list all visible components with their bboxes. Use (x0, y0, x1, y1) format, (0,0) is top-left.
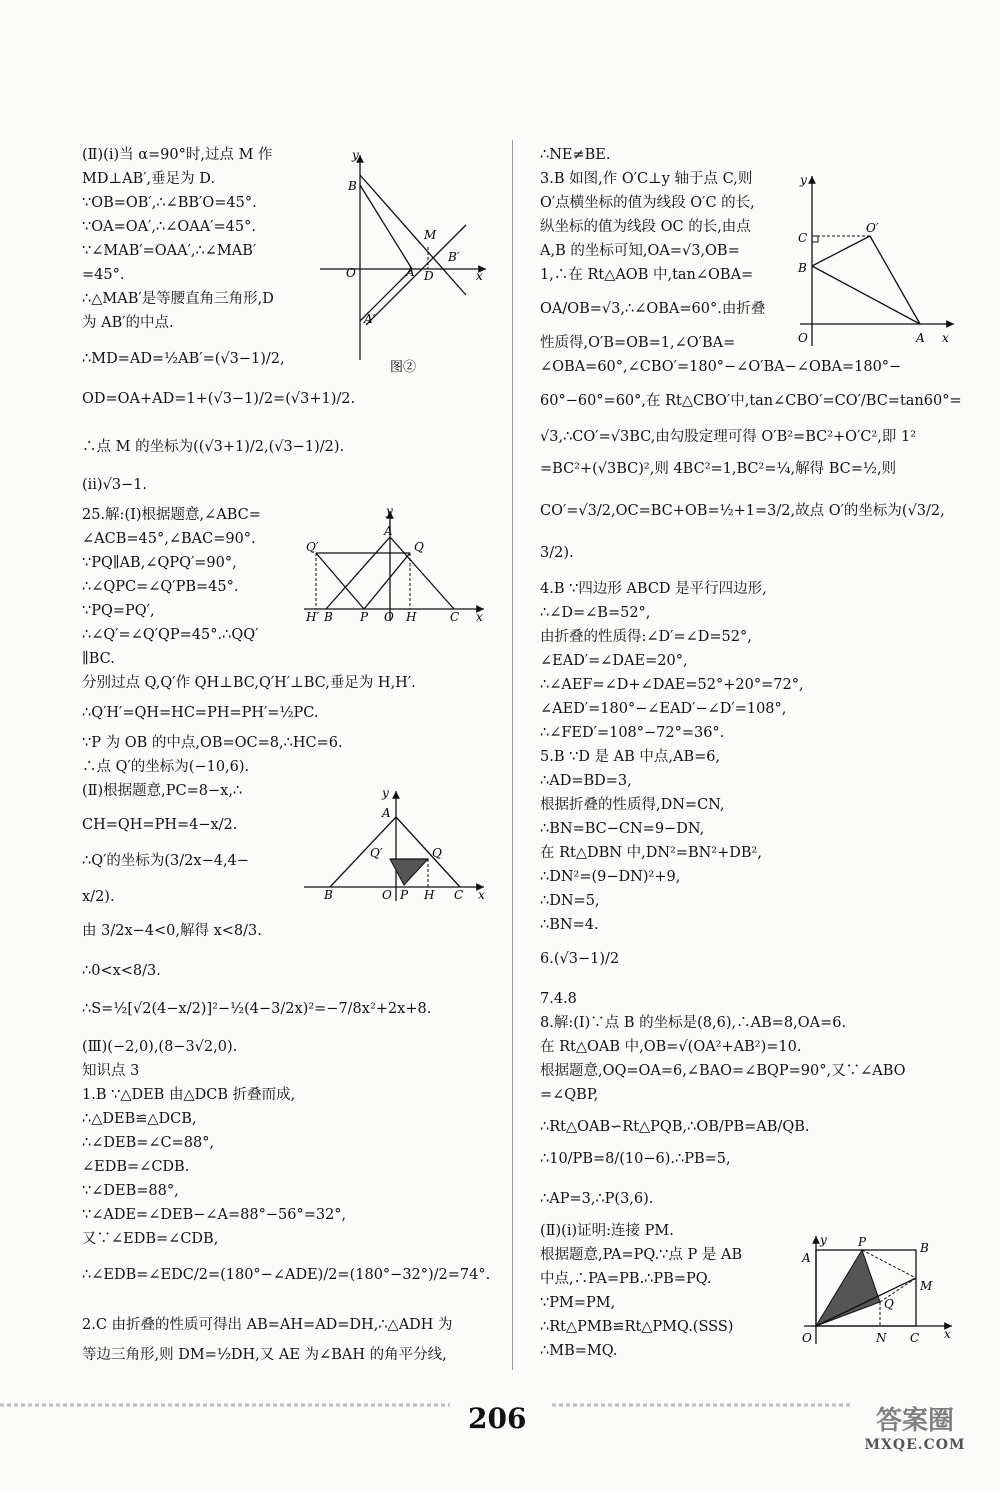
text-line: 由 3/2x−4<0,解得 x<8/3. (82, 923, 262, 939)
text-line: x/2). (82, 889, 115, 905)
text-line: ∵PQ∥AB,∠QPQ′=90°, (82, 555, 237, 571)
figure-translation-1 (300, 505, 490, 625)
text-line: ∵PM=PM, (540, 1295, 616, 1311)
text-line: CO′=√3/2,OC=BC+OB=½+1=3/2,故点 O′的坐标为(√3/2, (540, 503, 945, 519)
text-line: ∴∠FED′=108°−72°=36°. (540, 725, 725, 741)
text-line: ∠ACB=45°,∠BAC=90°. (82, 531, 256, 547)
fig5-label: Q (884, 1297, 894, 1311)
fig3-label: C (454, 888, 464, 902)
fig5-label: O (802, 1331, 812, 1345)
text-line: ∴10/PB=8/(10−6).∴PB=5, (540, 1151, 731, 1167)
text-line: 根据折叠的性质得,DN=CN, (540, 797, 725, 813)
text-line: ∴0<x<8/3. (82, 963, 161, 979)
fig5-label: B (920, 1241, 929, 1255)
text-line: ∴点 Q′的坐标为(−10,6). (82, 759, 250, 775)
text-line: 在 Rt△OAB 中,OB=√(OA²+AB²)=10. (540, 1039, 802, 1055)
text-line: ∴NE≠BE. (540, 147, 611, 163)
text-line: 由折叠的性质得:∠D′=∠D=52°, (540, 629, 752, 645)
text-line: 4.B ∵四边形 ABCD 是平行四边形, (540, 581, 767, 597)
fig2-label: H′ (306, 610, 320, 624)
text-line: ∵∠ADE=∠DEB−∠A=88°−56°=32°, (82, 1207, 347, 1223)
fig1-label: A (406, 265, 415, 279)
fig2-label: y (386, 505, 393, 518)
text-line: ∴∠AEF=∠D+∠DAE=52°+20°=72°, (540, 677, 804, 693)
fig2-label: Q′ (306, 540, 319, 554)
watermark (850, 1400, 980, 1453)
text-line: ∵OA=OA′,∴∠OAA′=45°. (82, 219, 256, 235)
fig4-label: C (798, 231, 808, 245)
fig5-label: A (802, 1251, 811, 1265)
text-line: 分别过点 Q,Q′作 QH⊥BC,Q′H′⊥BC,垂足为 H,H′. (82, 675, 416, 691)
text-line: ∴∠D=∠B=52°, (540, 605, 651, 621)
text-line: OA/OB=√3,∴∠OBA=60°.由折叠 (540, 301, 766, 317)
text-line: 在 Rt△DBN 中,DN²=BN²+DB², (540, 845, 762, 861)
fig2-label: P (360, 610, 369, 624)
watermark-logo-text: 答案圈 (875, 1406, 954, 1436)
fig3-label: Q (432, 846, 442, 860)
text-line: ∴∠Q′=∠Q′QP=45°.∴QQ′ (82, 627, 259, 643)
text-line: 性质得,O′B=OB=1,∠O′BA= (540, 335, 736, 351)
fig1-label: A′ (364, 312, 376, 326)
text-line: (ⅱ)√3−1. (82, 477, 148, 493)
text-line: ∴△MAB′是等腰直角三角形,D (82, 291, 274, 307)
text-line: (Ⅱ)(ⅰ)证明:连接 PM. (540, 1223, 674, 1239)
text-line: ∴AP=3,∴P(3,6). (540, 1191, 654, 1207)
text-line: ∠AED′=180°−∠EAD′−∠D′=108°, (540, 701, 787, 717)
text-line: ∴BN=BC−CN=9−DN, (540, 821, 705, 837)
text-line: ∴点 M 的坐标为((√3+1)/2,(√3−1)/2). (82, 439, 345, 455)
fig2-label: A (384, 524, 393, 538)
fig1-label: O (346, 266, 356, 280)
fig4-label: B (798, 261, 807, 275)
text-line: OD=OA+AD=1+(√3−1)/2=(√3+1)/2. (82, 391, 356, 407)
text-line: 又∵∠EDB=∠CDB, (82, 1231, 219, 1247)
text-line: ∴AD=BD=3, (540, 773, 632, 789)
text-line: 2.C 由折叠的性质可得出 AB=AH=AD=DH,∴△ADH 为 (82, 1317, 453, 1333)
text-line: =BC²+(√3BC)²,则 4BC²=1,BC²=¼,解得 BC=½,则 (540, 461, 897, 477)
fig5-label: M (920, 1279, 933, 1293)
text-line: (Ⅱ)(ⅰ)当 α=90°时,过点 M 作 (82, 147, 273, 163)
figure-rectangle-fold (798, 1230, 958, 1350)
fig4-label: y (800, 173, 807, 187)
fig1-label: M (424, 228, 437, 242)
text-line: ∵∠DEB=88°, (82, 1183, 179, 1199)
text-line: 1,∴在 Rt△AOB 中,tan∠OBA= (540, 267, 754, 283)
fig2-label: C (450, 610, 460, 624)
fig5-label: C (910, 1331, 920, 1345)
text-line: ∵P 为 OB 的中点,OB=OC=8,∴HC=6. (82, 735, 343, 751)
text-line: ∴∠DEB=∠C=88°, (82, 1135, 215, 1151)
text-line: ∴Rt△PMB≌Rt△PMQ.(SSS) (540, 1319, 734, 1335)
text-line: 5.B ∵D 是 AB 中点,AB=6, (540, 749, 721, 765)
text-line: A,B 的坐标可知,OA=√3,OB= (540, 243, 740, 259)
fig2-label: x (476, 610, 483, 624)
text-line: ∵PQ=PQ′, (82, 603, 155, 619)
text-line: 根据题意,PA=PQ.∵点 P 是 AB (540, 1247, 743, 1263)
fig5-label: N (876, 1331, 887, 1345)
fig5-label: P (858, 1235, 867, 1249)
fig1-caption: 图② (390, 360, 417, 375)
fig1-label: B′ (448, 250, 460, 264)
text-line: (Ⅲ)(−2,0),(8−3√2,0). (82, 1039, 238, 1055)
text-line: ∴MD=AD=½AB′=(√3−1)/2, (82, 351, 285, 367)
text-line: 60°−60°=60°,在 Rt△CBO′中,tan∠CBO′=CO′/BC=tan60°= (540, 393, 962, 409)
text-line: ∴BN=4. (540, 917, 599, 933)
text-line: √3,∴CO′=√3BC,由勾股定理可得 O′B²=BC²+O′C²,即 1² (540, 429, 917, 445)
fig1-label: B (348, 179, 357, 193)
text-line: 1.B ∵△DEB 由△DCB 折叠而成, (82, 1087, 296, 1103)
text-line: ∵OB=OB′,∴∠BB′O=45°. (82, 195, 257, 211)
fig4-label: A (916, 331, 925, 345)
text-line: ∴Q′H′=QH=HC=PH=PH′=½PC. (82, 705, 319, 721)
text-line: ∴△DEB≌△DCB, (82, 1111, 197, 1127)
text-line: ∠EDB=∠CDB. (82, 1159, 190, 1175)
text-line: =∠QBP, (540, 1087, 599, 1103)
fig5-label: y (820, 1233, 827, 1247)
fig4-label: O (798, 331, 808, 345)
fig4-label: O′ (866, 221, 879, 235)
fig1-label: D (424, 269, 434, 283)
text-line: 纵坐标的值为线段 OC 的长,由点 (540, 219, 751, 235)
text-line: ∴∠EDB=∠EDC/2=(180°−∠ADE)/2=(180°−32°)/2=74°. (82, 1267, 491, 1283)
text-line: 8.解:(Ⅰ)∵点 B 的坐标是(8,6),∴AB=8,OA=6. (540, 1015, 847, 1031)
footer-decoration-right (552, 1398, 852, 1412)
text-line: ∴∠QPC=∠Q′PB=45°. (82, 579, 239, 595)
fig3-label: O (382, 888, 392, 902)
text-line: CH=QH=PH=4−x/2. (82, 817, 238, 833)
text-line: ∴S=½[√2(4−x/2)]²−½(4−3/2x)²=−7/8x²+2x+8. (82, 1001, 432, 1017)
fig3-label: H (424, 888, 435, 902)
text-line: 根据题意,OQ=OA=6,∠BAO=∠BQP=90°,又∵∠ABO (540, 1063, 906, 1079)
figure-fold-o-prime (792, 170, 962, 350)
fig3-label: Q′ (370, 846, 383, 860)
text-line: ∴Rt△OAB∽Rt△PQB,∴OB/PB=AB/QB. (540, 1119, 810, 1135)
text-line: 中点,∴PA=PB.∴PB=PQ. (540, 1271, 712, 1287)
text-line: 3.B 如图,作 O′C⊥y 轴于点 C,则 (540, 171, 753, 187)
text-line: 6.(√3−1)/2 (540, 951, 620, 967)
fig2-label: H (406, 610, 417, 624)
fig2-label: Q (414, 540, 424, 554)
fig4-label: x (942, 331, 949, 345)
footer-decoration-left (0, 1398, 450, 1412)
text-line: 知识点 3 (82, 1063, 140, 1079)
fig2-label: B (324, 610, 333, 624)
fig3-label: A (382, 806, 391, 820)
text-line: 25.解:(Ⅰ)根据题意,∠ABC= (82, 507, 261, 523)
text-line: 为 AB′的中点. (82, 315, 174, 331)
figure-translation-2 (300, 787, 490, 907)
figure-rotation (316, 145, 492, 375)
text-line: ∴MB=MQ. (540, 1343, 618, 1359)
fig3-label: x (478, 888, 485, 902)
text-line: ∵∠MAB′=OAA′,∴∠MAB′ (82, 243, 257, 259)
text-line: 7.4.8 (540, 991, 577, 1007)
text-line: O′点横坐标的值为线段 O′C 的长, (540, 195, 755, 211)
text-line: ∴Q′的坐标为(3/2x−4,4− (82, 853, 249, 869)
text-line: =45°. (82, 267, 125, 283)
fig1-label: x (476, 269, 483, 283)
fig2-label: O (384, 610, 394, 624)
text-line: (Ⅱ)根据题意,PC=8−x,∴ (82, 783, 243, 799)
text-line: ∴DN=5, (540, 893, 600, 909)
fig3-label: B (324, 888, 333, 902)
text-line: MD⊥AB′,垂足为 D. (82, 171, 215, 187)
text-line: 等边三角形,则 DM=½DH,又 AE 为∠BAH 的角平分线, (82, 1347, 447, 1363)
text-line: ∠EAD′=∠DAE=20°, (540, 653, 688, 669)
text-line: ∴DN²=(9−DN)²+9, (540, 869, 681, 885)
fig1-label: y (352, 148, 359, 162)
text-line: ∥BC. (82, 651, 115, 667)
watermark-url: MXQE.COM (864, 1437, 966, 1453)
fig3-label: y (382, 787, 389, 800)
fig5-label: x (944, 1327, 951, 1341)
text-line: 3/2). (540, 545, 574, 561)
text-line: ∠OBA=60°,∠CBO′=180°−∠O′BA−∠OBA=180°− (540, 359, 902, 375)
fig3-label: P (400, 888, 409, 902)
column-divider (512, 140, 513, 1370)
page-number: 206 (468, 1402, 527, 1435)
